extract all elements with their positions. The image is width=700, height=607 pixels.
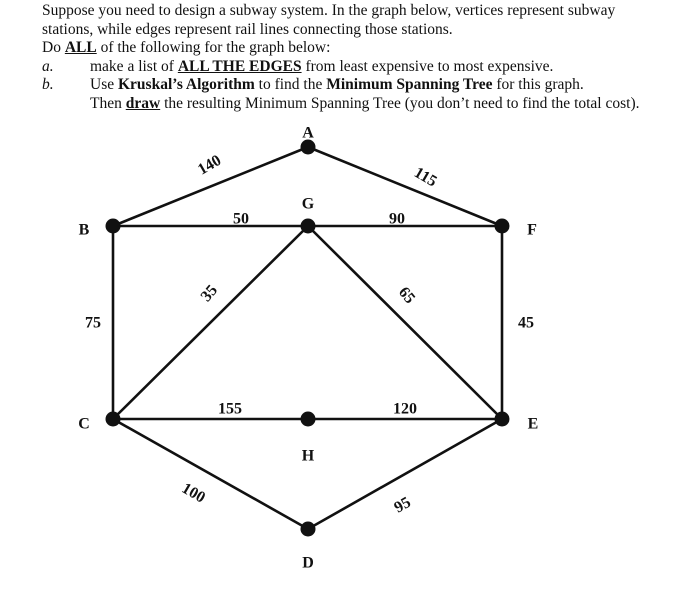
vertex-labels-layer [78,125,538,572]
vertex-b [106,219,121,234]
edge-c-d [113,419,308,529]
part-b-suffix: for this graph. [492,76,584,93]
intro-line-1: Suppose you need to design a subway system. In the graph below, vertices represent subway [42,2,616,19]
edge-weight-g-c: 35 [197,281,222,306]
edge-g-c [113,226,308,419]
vertex-label-f: F [527,221,537,239]
do-prefix: Do [42,39,65,56]
vertex-label-g: G [301,195,315,213]
vertex-e [495,412,510,427]
vertex-h [301,412,316,427]
edge-g-e [308,226,502,419]
edge-weight-a-f: 115 [411,164,440,191]
vertex-a [301,140,316,155]
vertex-d [301,522,316,537]
edge-weight-g-e: 65 [394,283,419,308]
vertex-label-h: H [301,447,315,465]
edge-weight-b-c: 75 [85,314,101,332]
edge-weight-f-e: 45 [518,314,534,332]
part-b-kruskal: Kruskal’s Algorithm [117,76,255,93]
part-b-middle: to find the [254,76,327,93]
edge-weight-d-e: 95 [391,493,414,517]
vertex-label-c: C [78,415,90,433]
edge-weight-c-d: 100 [178,479,209,507]
vertex-label-b: B [78,221,90,239]
vertex-c [106,412,121,427]
vertex-g [301,219,316,234]
part-b-mst: Minimum Spanning Tree [326,76,493,93]
part-b-prefix: Use [90,76,118,93]
part-a-prefix: make a list of [90,57,178,75]
do-suffix: of the following for the graph below: [96,39,331,56]
part-a-emphasis: ALL THE EDGES [177,57,302,75]
edge-weight-c-h: 155 [218,400,242,418]
edge-weight-h-e: 120 [393,400,417,418]
part-a-suffix: from least expensive to most expensive. [301,57,554,75]
part-c-draw: draw [125,94,161,112]
intro-line-2: stations, while edges represent rail lines connecting those stations. [42,20,453,38]
edge-weight-g-f: 90 [389,210,405,228]
edge-a-f [308,147,502,226]
edge-weight-a-b: 140 [194,151,225,179]
vertex-label-e: E [527,415,539,433]
do-all-emphasis: ALL [64,39,97,56]
vertex-label-a: A [302,124,314,142]
part-c-prefix: Then [90,94,126,112]
edge-weight-b-g: 50 [233,210,249,228]
part-c-suffix: the resulting Minimum Spanning Tree (you don’t need to find the total cost). [160,94,640,112]
vertex-f [495,219,510,234]
vertex-label-d: D [302,554,314,572]
part-a-marker: a. [42,57,54,75]
part-b-marker: b. [42,76,54,93]
